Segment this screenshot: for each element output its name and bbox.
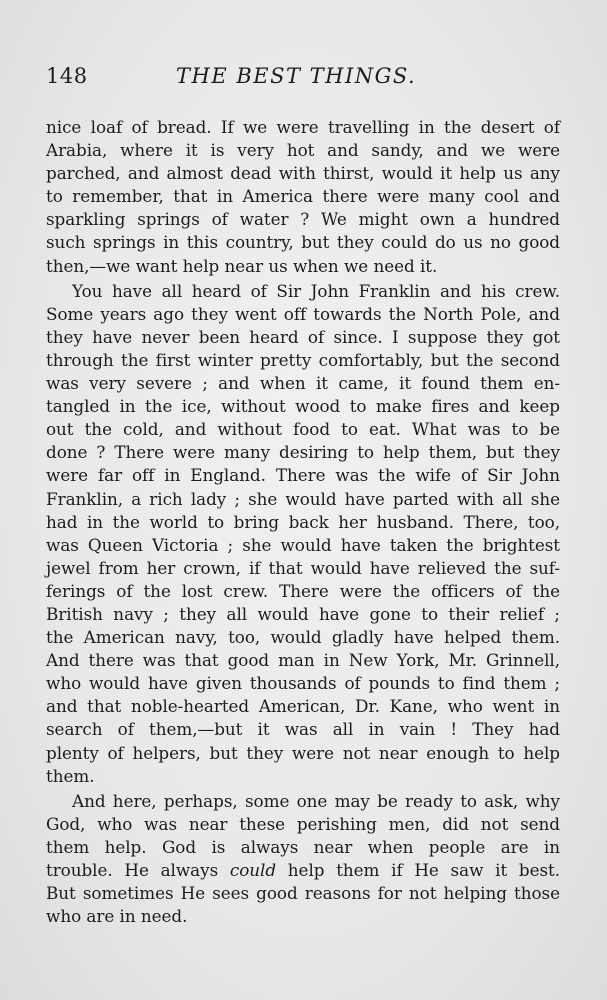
text-line: Some years ago they went off towards the North Pole, and xyxy=(46,303,560,324)
page-header xyxy=(46,64,556,94)
text-line: was very severe ; and when it came, it found them en- xyxy=(46,373,560,394)
text-line: and that noble-hearted American, Dr. Kane, who went in xyxy=(46,696,560,717)
text-line: done ? There were many desiring to help them, but they xyxy=(46,442,560,463)
text-line: plenty of helpers, but they were not near enough to help xyxy=(46,742,560,763)
text-line: tangled in the ice, without wood to make fires and keep xyxy=(46,396,560,417)
text-line: And there was that good man in New York, Mr. Grinnell, xyxy=(46,650,560,671)
text-fragment: help them if He saw it best. xyxy=(276,860,560,880)
text-line: jewel from her crown, if that would have relieved the suf- xyxy=(46,557,560,578)
text-line-with-italic xyxy=(46,859,560,882)
text-fragment: trouble. He always xyxy=(46,860,230,880)
paragraph xyxy=(46,280,560,788)
text-line: And here, perhaps, some one may be ready to ask, why xyxy=(72,790,560,811)
text-line: Arabia, where it is very hot and sandy, and we were xyxy=(46,140,560,161)
paragraph xyxy=(46,790,560,929)
text-line: who would have given thousands of pounds to find them ; xyxy=(46,673,560,694)
text-line: through the first winter pretty comfortably, but the second xyxy=(46,349,560,370)
text-line: You have all heard of Sir John Franklin and his crew. xyxy=(72,280,560,301)
paragraph xyxy=(46,116,560,278)
text-line: out the cold, and without food to eat. What was to be xyxy=(46,419,560,440)
text-line: such springs in this country, but they could do us no good xyxy=(46,232,560,253)
text-line: they have never been heard of since. I suppose they got xyxy=(46,326,560,347)
text-line: them. xyxy=(46,765,95,786)
text-line: ferings of the lost crew. There were the officers of the xyxy=(46,580,560,601)
text-line: Franklin, a rich lady ; she would have parted with all she xyxy=(46,488,560,509)
text-line: But sometimes He sees good reasons for not helping those xyxy=(46,883,560,904)
text-line: was Queen Victoria ; she would have taken the brightest xyxy=(46,534,560,555)
page-body xyxy=(46,116,560,928)
page-number: 148 xyxy=(46,64,88,88)
text-line: sparkling springs of water ? We might own a hundred xyxy=(46,209,560,230)
text-line: parched, and almost dead with thirst, would it help us any xyxy=(46,163,560,184)
text-line: them help. God is always near when people are in xyxy=(46,836,560,857)
text-line: were far off in England. There was the wife of Sir John xyxy=(46,465,560,486)
text-line: nice loaf of bread. If we were travelling in the desert of xyxy=(46,117,560,137)
text-line: God, who was near these perishing men, did not send xyxy=(46,813,560,834)
text-line: had in the world to bring back her husband. There, too, xyxy=(46,511,560,532)
text-line: then,—we want help near us when we need it. xyxy=(46,255,438,276)
running-title: THE BEST THINGS. xyxy=(176,64,417,88)
text-line: to remember, that in America there were many cool and xyxy=(46,186,560,207)
text-line: the American navy, too, would gladly have helped them. xyxy=(46,627,560,648)
text-line: search of them,—but it was all in vain ! They had xyxy=(46,719,560,740)
text-line: who are in need. xyxy=(46,906,188,927)
text-line: British navy ; they all would have gone to their relief ; xyxy=(46,603,560,624)
italic-word: could xyxy=(229,860,277,880)
